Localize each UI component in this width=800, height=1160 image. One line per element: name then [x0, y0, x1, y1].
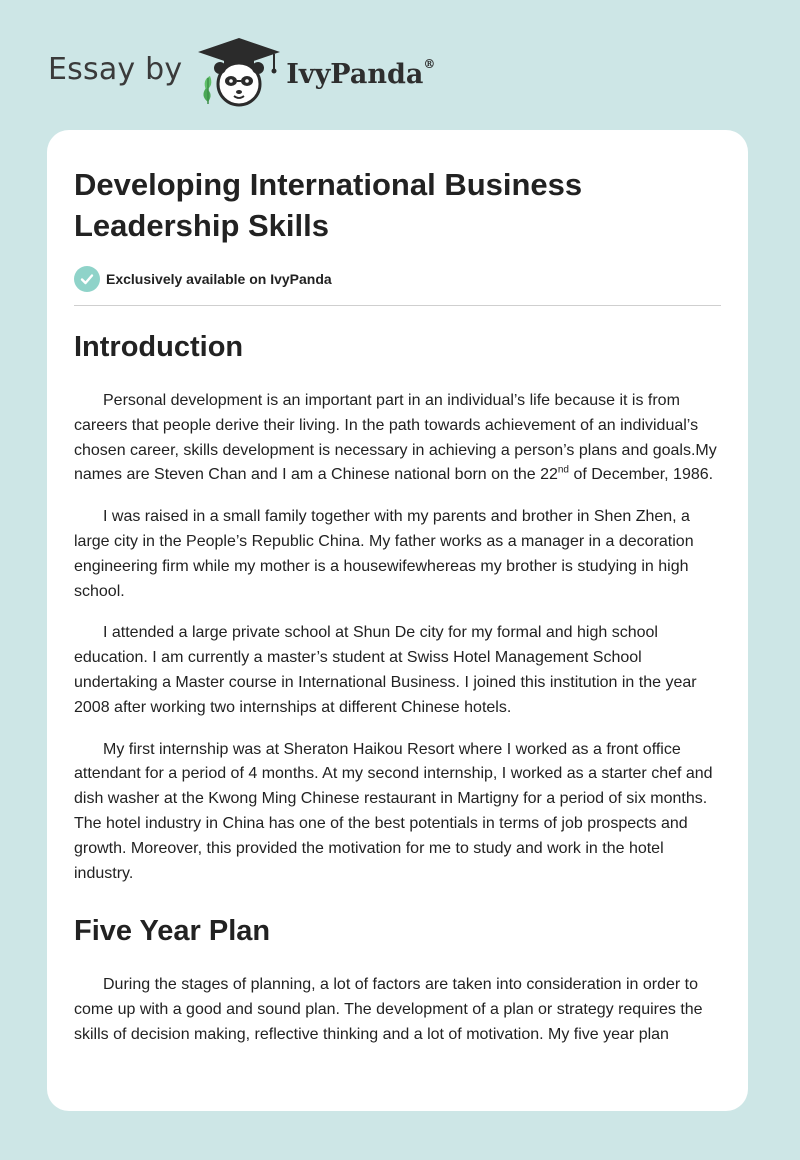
- essay-by-label: Essay by: [48, 51, 183, 87]
- panda-logo-icon[interactable]: [196, 36, 282, 108]
- section-heading: Five Year Plan: [74, 915, 271, 948]
- paragraph: My first internship was at Sheraton Haikou Resort where I worked as a front office attendant for a period of 4 months. At my second internship, I worked as a starter chef and dish washer at the Kwong Ming Chinese restaurant in Martigny for a period of six months. The hotel industry in China has one of the best potentials in terms of job prospects and growth. Moreover, this provided the motivation for me to study and work in the hotel industry.: [74, 740, 713, 882]
- article-card: [47, 130, 748, 1111]
- ivypanda-wordmark[interactable]: IvyPanda®: [286, 56, 436, 90]
- paragraph: I attended a large private school at Shun De city for my formal and high school education. I am currently a master’s student at Swiss Hotel Management School undertaking a Master course in International Business. I joined this institution in the year 2008 after working two internships at different Chinese hotels.: [74, 624, 697, 716]
- title-divider: [74, 305, 721, 306]
- section-five-year-plan: [74, 914, 721, 1047]
- registered-mark: ®: [423, 56, 436, 71]
- section-introduction: [74, 330, 721, 886]
- section-heading: Introduction: [74, 331, 244, 363]
- ordinal-suffix: nd: [557, 465, 569, 477]
- paragraph: Personal development is an important part in an individual’s life because it is from careers that people derive their living. In the path towards achievement of an individual’s chosen career, skills development is necessary in achieving a person’s plans and goals.My names are Steven Chan and I am a Chinese national born on the 22nd of December, 1986.: [74, 392, 717, 484]
- exclusive-badge-label: Exclusively available on IvyPanda: [106, 271, 332, 287]
- article-title: Developing International Business Leadership Skills: [74, 167, 583, 243]
- check-circle-icon: [74, 266, 100, 292]
- site-header: [48, 36, 435, 108]
- paragraph: I was raised in a small family together with my parents and brother in Shen Zhen, a large city in the People’s Republic China. My father works as a manager in a decoration engineering firm while my mother is a housewifewhereas my brother is studying in high school.: [74, 508, 694, 600]
- paragraph: During the stages of planning, a lot of factors are taken into consideration in order to come up with a good and sound plan. The development of a plan or strategy requires the skills of decision making, reflective thinking and a lot of motivation. My five year plan: [74, 976, 703, 1043]
- exclusive-badge: [74, 266, 721, 292]
